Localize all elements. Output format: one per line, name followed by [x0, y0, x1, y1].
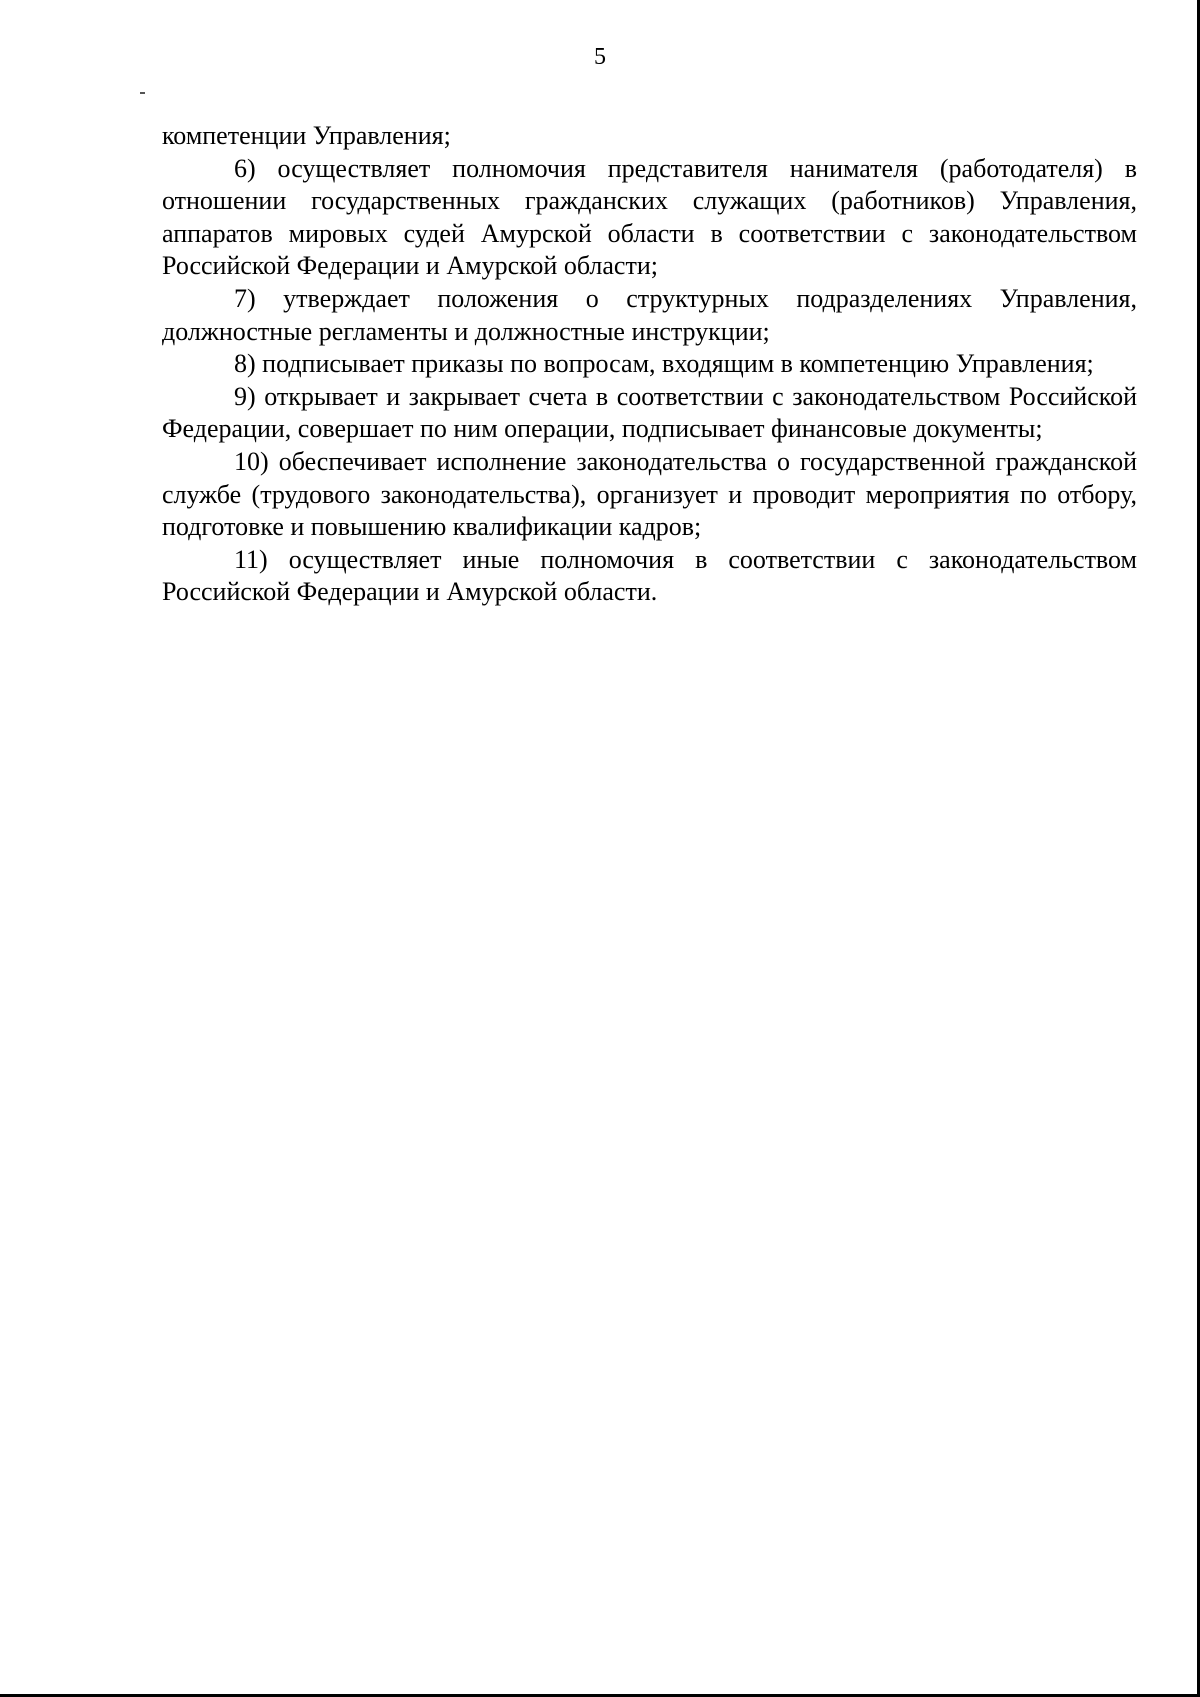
scan-artifact — [140, 92, 145, 94]
paragraph-item-6: 6) осуществляет полномочия представителя нанимателя (работодателя) в отношении государственных гражданских служащих (работников) Управления, аппаратов мировых судей Амурской области в соответствии с законодательством Российской Федерации и Амурской области; — [162, 153, 1137, 281]
paragraph-item-10: 10) обеспечивает исполнение законодательства о государственной гражданской службе (трудового законодательства), организует и проводит мероприятия по отбору, подготовке и повышению квалификации кадров; — [162, 446, 1137, 542]
paragraph-item-8: 8) подписывает приказы по вопросам, входящим в компетенцию Управления; — [234, 349, 1094, 379]
document-body — [162, 120, 1137, 609]
paragraph-item-7: 7) утверждает положения о структурных подразделениях Управления, должностные регламенты и должностные инструкции; — [162, 283, 1137, 346]
page-number: 5 — [594, 44, 606, 70]
paragraph-item-11: 11) осуществляет иные полномочия в соответствии с законодательством Российской Федерации и Амурской области. — [162, 544, 1137, 607]
paragraph-continuation: компетенции Управления; — [162, 121, 451, 150]
paragraph-item-9: 9) открывает и закрывает счета в соответствии с законодательством Российской Федерации, совершает по ним операции, подписывает финансовые документы; — [162, 381, 1137, 444]
